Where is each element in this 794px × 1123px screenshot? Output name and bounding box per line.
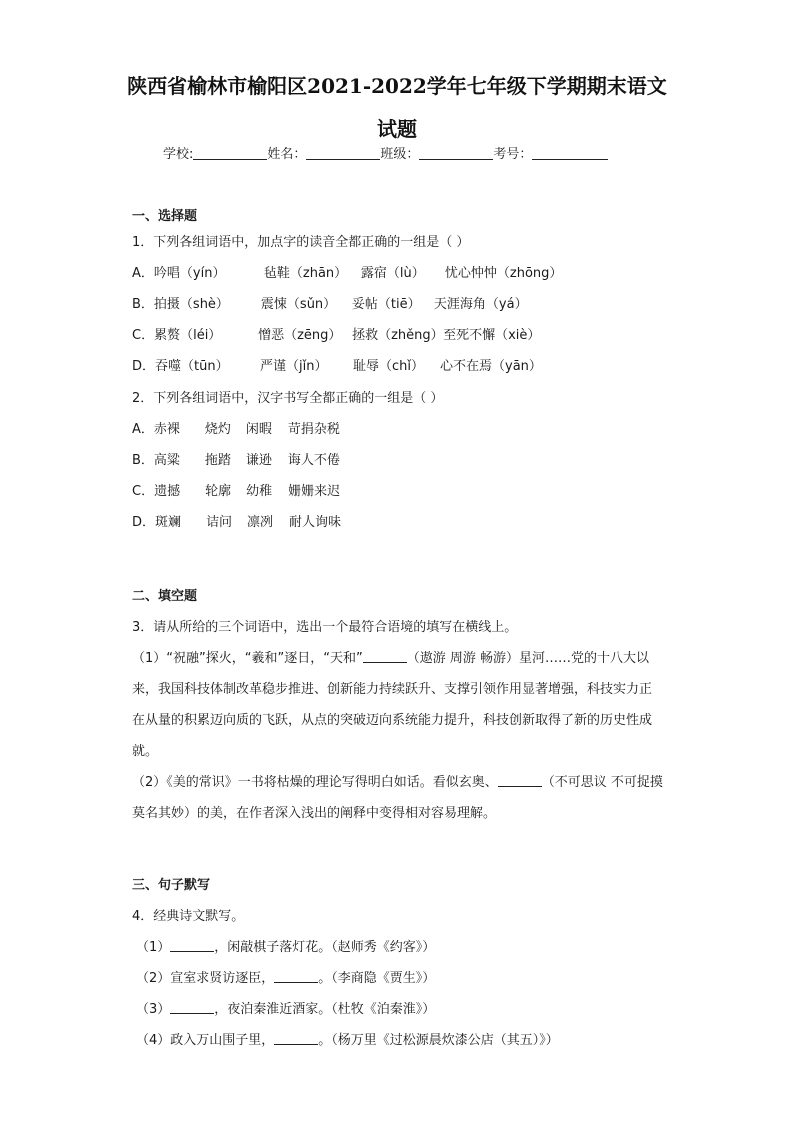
question-1-option-c[interactable]: C．累赘（léi） 憎恶（zēng） 拯救（zhěng）至死不懈（xiè） bbox=[132, 328, 541, 343]
question-4-item-2: （2）宣室求贤访逐臣， 。（李商隐《贾生》） bbox=[136, 971, 436, 986]
name-blank[interactable] bbox=[306, 145, 380, 160]
question-1-option-b[interactable]: B．拍摄（shè） 震悚（sǔn） 妥帖（tiē） 天涯海角（yá） bbox=[132, 297, 528, 312]
question-3-stem: 3．请从所给的三个词语中，选出一个最符合语境的填写在横线上。 bbox=[132, 620, 518, 635]
number-blank[interactable] bbox=[532, 145, 608, 160]
answer-blank-3-1[interactable] bbox=[363, 650, 407, 663]
question-4-item-3: （3） ，夜泊秦淮近酒家。（杜牧《泊秦淮》） bbox=[136, 1002, 436, 1017]
answer-blank-4-4[interactable] bbox=[274, 1032, 318, 1045]
school-blank[interactable] bbox=[193, 145, 267, 160]
answer-blank-4-2[interactable] bbox=[274, 970, 318, 983]
question-1-stem: 1．下列各组词语中，加点字的读音全都正确的一组是（ ） bbox=[132, 235, 470, 250]
name-label: 姓名： bbox=[267, 147, 307, 162]
section-heading-fill: 二、填空题 bbox=[132, 589, 198, 604]
question-2-stem: 2．下列各组词语中，汉字书写全都正确的一组是（ ） bbox=[132, 391, 444, 406]
question-4-item-4: （4）政入万山围子里， 。（杨万里《过松源晨炊漆公店（其五）》） bbox=[136, 1033, 559, 1048]
question-4-item-1: （1） ，闲敲棋子落灯花。（赵师秀《约客》） bbox=[136, 940, 436, 955]
section-heading-choice: 一、选择题 bbox=[132, 209, 198, 224]
section-heading-recitation: 三、句子默写 bbox=[132, 878, 211, 893]
question-2-option-a[interactable]: A．赤裸 烧灼 闲暇 苛捐杂税 bbox=[132, 422, 340, 437]
class-label: 班级： bbox=[380, 147, 420, 162]
question-1-option-a[interactable]: A．吟唱（yín） 毡鞋（zhān） 露宿（lù） 忧心忡忡（zhōng） bbox=[132, 266, 563, 281]
answer-blank-4-1[interactable] bbox=[170, 939, 214, 952]
student-info-row bbox=[163, 143, 608, 162]
question-3-part-1: （1）“祝融”探火，“羲和”逐日，“天和” （遨游 周游 畅游）星河……党的十八大以来，我国科技体制改革稳步推进、创新能力持续跃升、支撑引领作用显著增强，科技实力正在从量的积累迈向质的飞跃，从点的突破迈向系统能力提升，科技创新取得了新的历史性成就。 bbox=[132, 651, 653, 759]
question-2-option-c[interactable]: C．遗撼 轮廓 幼稚 姗姗来迟 bbox=[132, 484, 341, 499]
exam-title-line2: 试题 bbox=[377, 117, 417, 141]
exam-title-line1: 陕西省榆林市榆阳区2021-2022学年七年级下学期期末语文 bbox=[127, 74, 667, 98]
class-blank[interactable] bbox=[419, 145, 493, 160]
question-2-option-b[interactable]: B．高粱 拖踏 谦逊 诲人不倦 bbox=[132, 453, 340, 468]
answer-blank-3-2[interactable] bbox=[498, 774, 542, 787]
school-label: 学校: bbox=[163, 147, 194, 162]
answer-blank-4-3[interactable] bbox=[170, 1001, 214, 1014]
question-2-option-d[interactable]: D．斑斓 诘问 凛冽 耐人询味 bbox=[132, 515, 342, 530]
question-1-option-d[interactable]: D．吞噬（tūn） 严谨（jǐn） 耻辱（chǐ） 心不在焉（yān） bbox=[132, 359, 542, 374]
question-3-part-2: （2）《美的常识》一书将枯燥的理论写得明白如话。看似玄奥、 （不可思议 不可捉摸 莫名其妙）的美，在作者深入浅出的阐释中变得相对容易理解。 bbox=[132, 775, 663, 821]
number-label: 考号： bbox=[493, 147, 533, 162]
question-4-stem: 4．经典诗文默写。 bbox=[132, 909, 245, 924]
